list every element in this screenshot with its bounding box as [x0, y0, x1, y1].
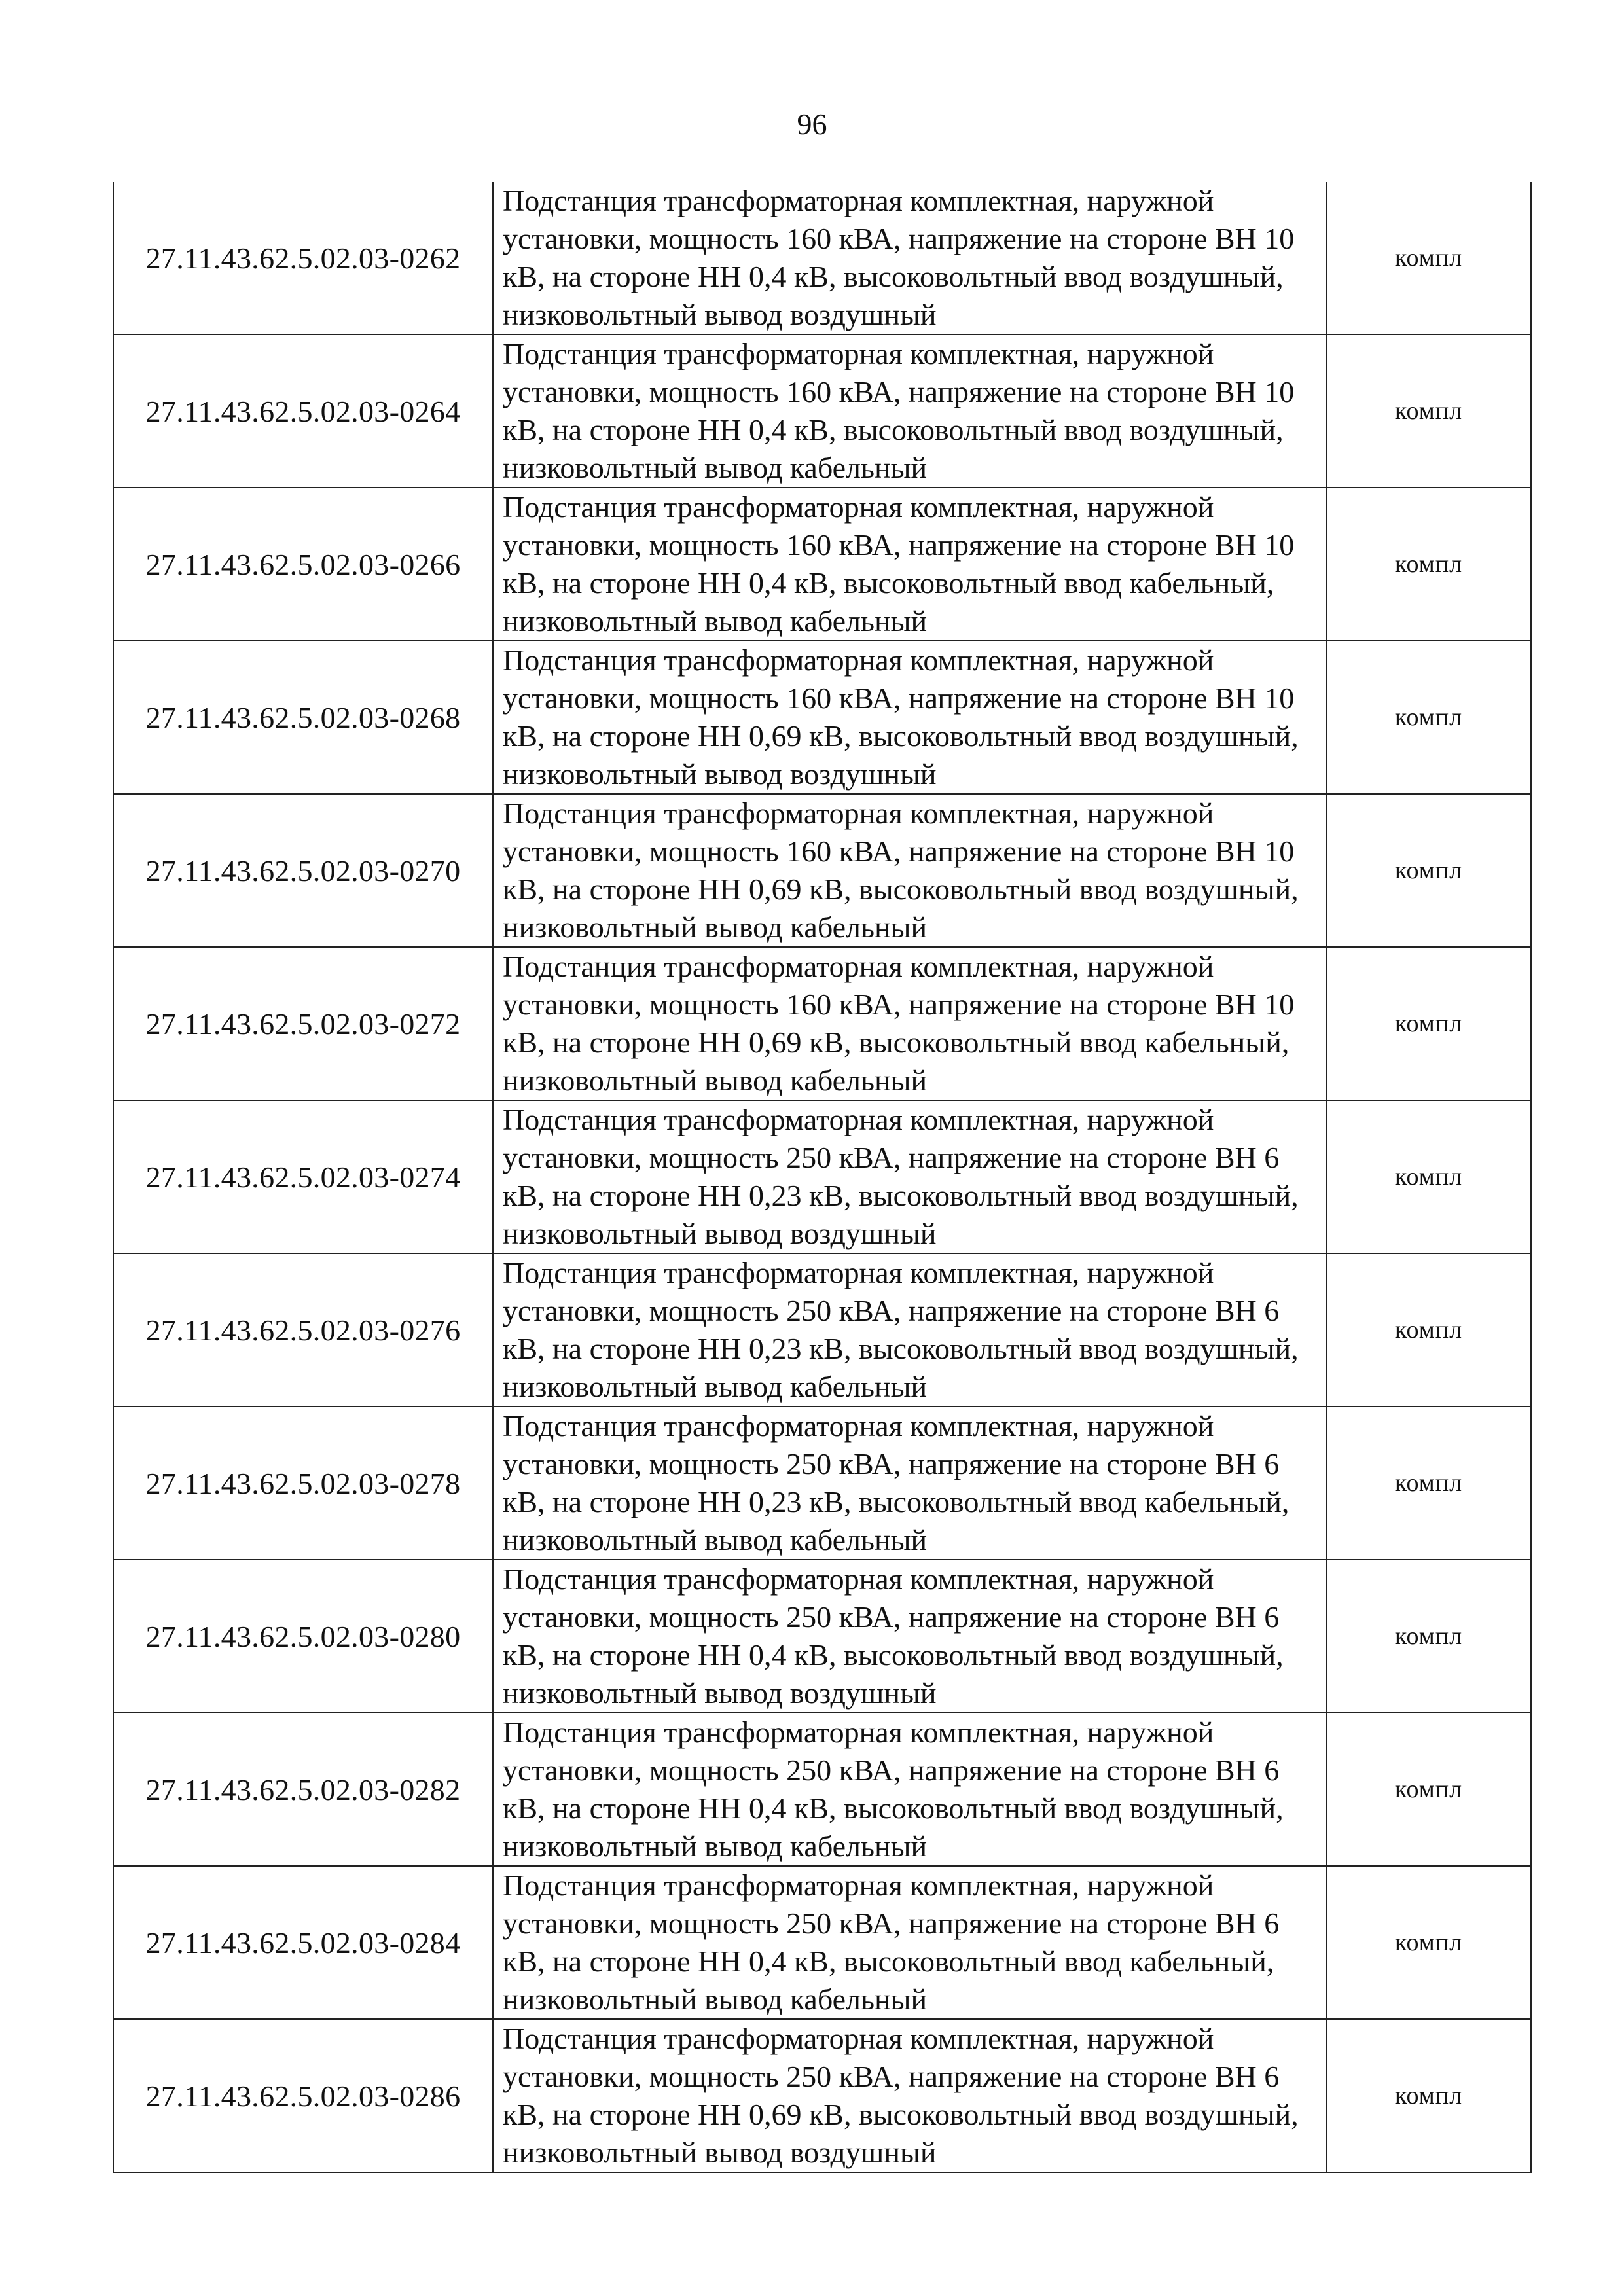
row-description: Подстанция трансформаторная комплектная, наружной установки, мощность 160 кВА, напряжение на стороне ВН 10 кВ, на стороне НН 0,69 кВ, высоковольтный ввод воздушный, низковольтный вывод кабельный [493, 794, 1326, 947]
row-description: Подстанция трансформаторная комплектная, наружной установки, мощность 250 кВА, напряжение на стороне ВН 6 кВ, на стороне НН 0,23 кВ, высоковольтный ввод кабельный, низковольтный вывод кабельный [493, 1407, 1326, 1560]
row-description: Подстанция трансформаторная комплектная, наружной установки, мощность 160 кВА, напряжение на стороне ВН 10 кВ, на стороне НН 0,4 кВ, высоковольтный ввод кабельный, низковольтный вывод кабельный [493, 488, 1326, 641]
table-row [113, 182, 1531, 334]
row-description: Подстанция трансформаторная комплектная, наружной установки, мощность 250 кВА, напряжение на стороне ВН 6 кВ, на стороне НН 0,4 кВ, высоковольтный ввод воздушный, низковольтный вывод кабельный [493, 1713, 1326, 1866]
row-code: 27.11.43.62.5.02.03-0276 [113, 1253, 493, 1407]
table-row [113, 1100, 1531, 1253]
row-description: Подстанция трансформаторная комплектная, наружной установки, мощность 250 кВА, напряжение на стороне ВН 6 кВ, на стороне НН 0,4 кВ, высоковольтный ввод воздушный, низковольтный вывод воздушный [493, 1560, 1326, 1713]
row-code: 27.11.43.62.5.02.03-0282 [113, 1713, 493, 1866]
row-unit: компл [1326, 794, 1531, 947]
table-row [113, 1866, 1531, 2019]
page-number: 96 [797, 107, 827, 141]
row-code: 27.11.43.62.5.02.03-0274 [113, 1100, 493, 1253]
table-row [113, 1407, 1531, 1560]
row-unit: компл [1326, 182, 1531, 334]
table-row [113, 488, 1531, 641]
row-unit: компл [1326, 947, 1531, 1100]
row-code: 27.11.43.62.5.02.03-0266 [113, 488, 493, 641]
row-unit: компл [1326, 2019, 1531, 2172]
row-unit: компл [1326, 334, 1531, 488]
row-code: 27.11.43.62.5.02.03-0262 [113, 182, 493, 334]
row-code: 27.11.43.62.5.02.03-0270 [113, 794, 493, 947]
table-row [113, 794, 1531, 947]
resource-table [113, 182, 1532, 2173]
table-row [113, 641, 1531, 794]
resource-table-body [113, 182, 1531, 2172]
row-description: Подстанция трансформаторная комплектная, наружной установки, мощность 250 кВА, напряжение на стороне ВН 6 кВ, на стороне НН 0,69 кВ, высоковольтный ввод воздушный, низковольтный вывод воздушный [493, 2019, 1326, 2172]
row-description: Подстанция трансформаторная комплектная, наружной установки, мощность 250 кВА, напряжение на стороне ВН 6 кВ, на стороне НН 0,4 кВ, высоковольтный ввод кабельный, низковольтный вывод кабельный [493, 1866, 1326, 2019]
row-unit: компл [1326, 1713, 1531, 1866]
table-row [113, 1713, 1531, 1866]
row-code: 27.11.43.62.5.02.03-0264 [113, 334, 493, 488]
row-description: Подстанция трансформаторная комплектная, наружной установки, мощность 160 кВА, напряжение на стороне ВН 10 кВ, на стороне НН 0,69 кВ, высоковольтный ввод воздушный, низковольтный вывод воздушный [493, 641, 1326, 794]
row-code: 27.11.43.62.5.02.03-0286 [113, 2019, 493, 2172]
table-row [113, 1253, 1531, 1407]
row-unit: компл [1326, 1100, 1531, 1253]
row-unit: компл [1326, 1866, 1531, 2019]
row-description: Подстанция трансформаторная комплектная, наружной установки, мощность 250 кВА, напряжение на стороне ВН 6 кВ, на стороне НН 0,23 кВ, высоковольтный ввод воздушный, низковольтный вывод кабельный [493, 1253, 1326, 1407]
row-unit: компл [1326, 488, 1531, 641]
table-row [113, 947, 1531, 1100]
table-row [113, 334, 1531, 488]
row-code: 27.11.43.62.5.02.03-0280 [113, 1560, 493, 1713]
row-code: 27.11.43.62.5.02.03-0268 [113, 641, 493, 794]
row-description: Подстанция трансформаторная комплектная, наружной установки, мощность 160 кВА, напряжение на стороне ВН 10 кВ, на стороне НН 0,4 кВ, высоковольтный ввод воздушный, низковольтный вывод воздушный [493, 182, 1326, 334]
row-code: 27.11.43.62.5.02.03-0278 [113, 1407, 493, 1560]
table-row [113, 2019, 1531, 2172]
table-row [113, 1560, 1531, 1713]
row-description: Подстанция трансформаторная комплектная, наружной установки, мощность 250 кВА, напряжение на стороне ВН 6 кВ, на стороне НН 0,23 кВ, высоковольтный ввод воздушный, низковольтный вывод воздушный [493, 1100, 1326, 1253]
row-unit: компл [1326, 641, 1531, 794]
row-code: 27.11.43.62.5.02.03-0272 [113, 947, 493, 1100]
row-unit: компл [1326, 1560, 1531, 1713]
row-unit: компл [1326, 1253, 1531, 1407]
row-description: Подстанция трансформаторная комплектная, наружной установки, мощность 160 кВА, напряжение на стороне ВН 10 кВ, на стороне НН 0,69 кВ, высоковольтный ввод кабельный, низковольтный вывод кабельный [493, 947, 1326, 1100]
row-description: Подстанция трансформаторная комплектная, наружной установки, мощность 160 кВА, напряжение на стороне ВН 10 кВ, на стороне НН 0,4 кВ, высоковольтный ввод воздушный, низковольтный вывод кабельный [493, 334, 1326, 488]
row-unit: компл [1326, 1407, 1531, 1560]
row-code: 27.11.43.62.5.02.03-0284 [113, 1866, 493, 2019]
